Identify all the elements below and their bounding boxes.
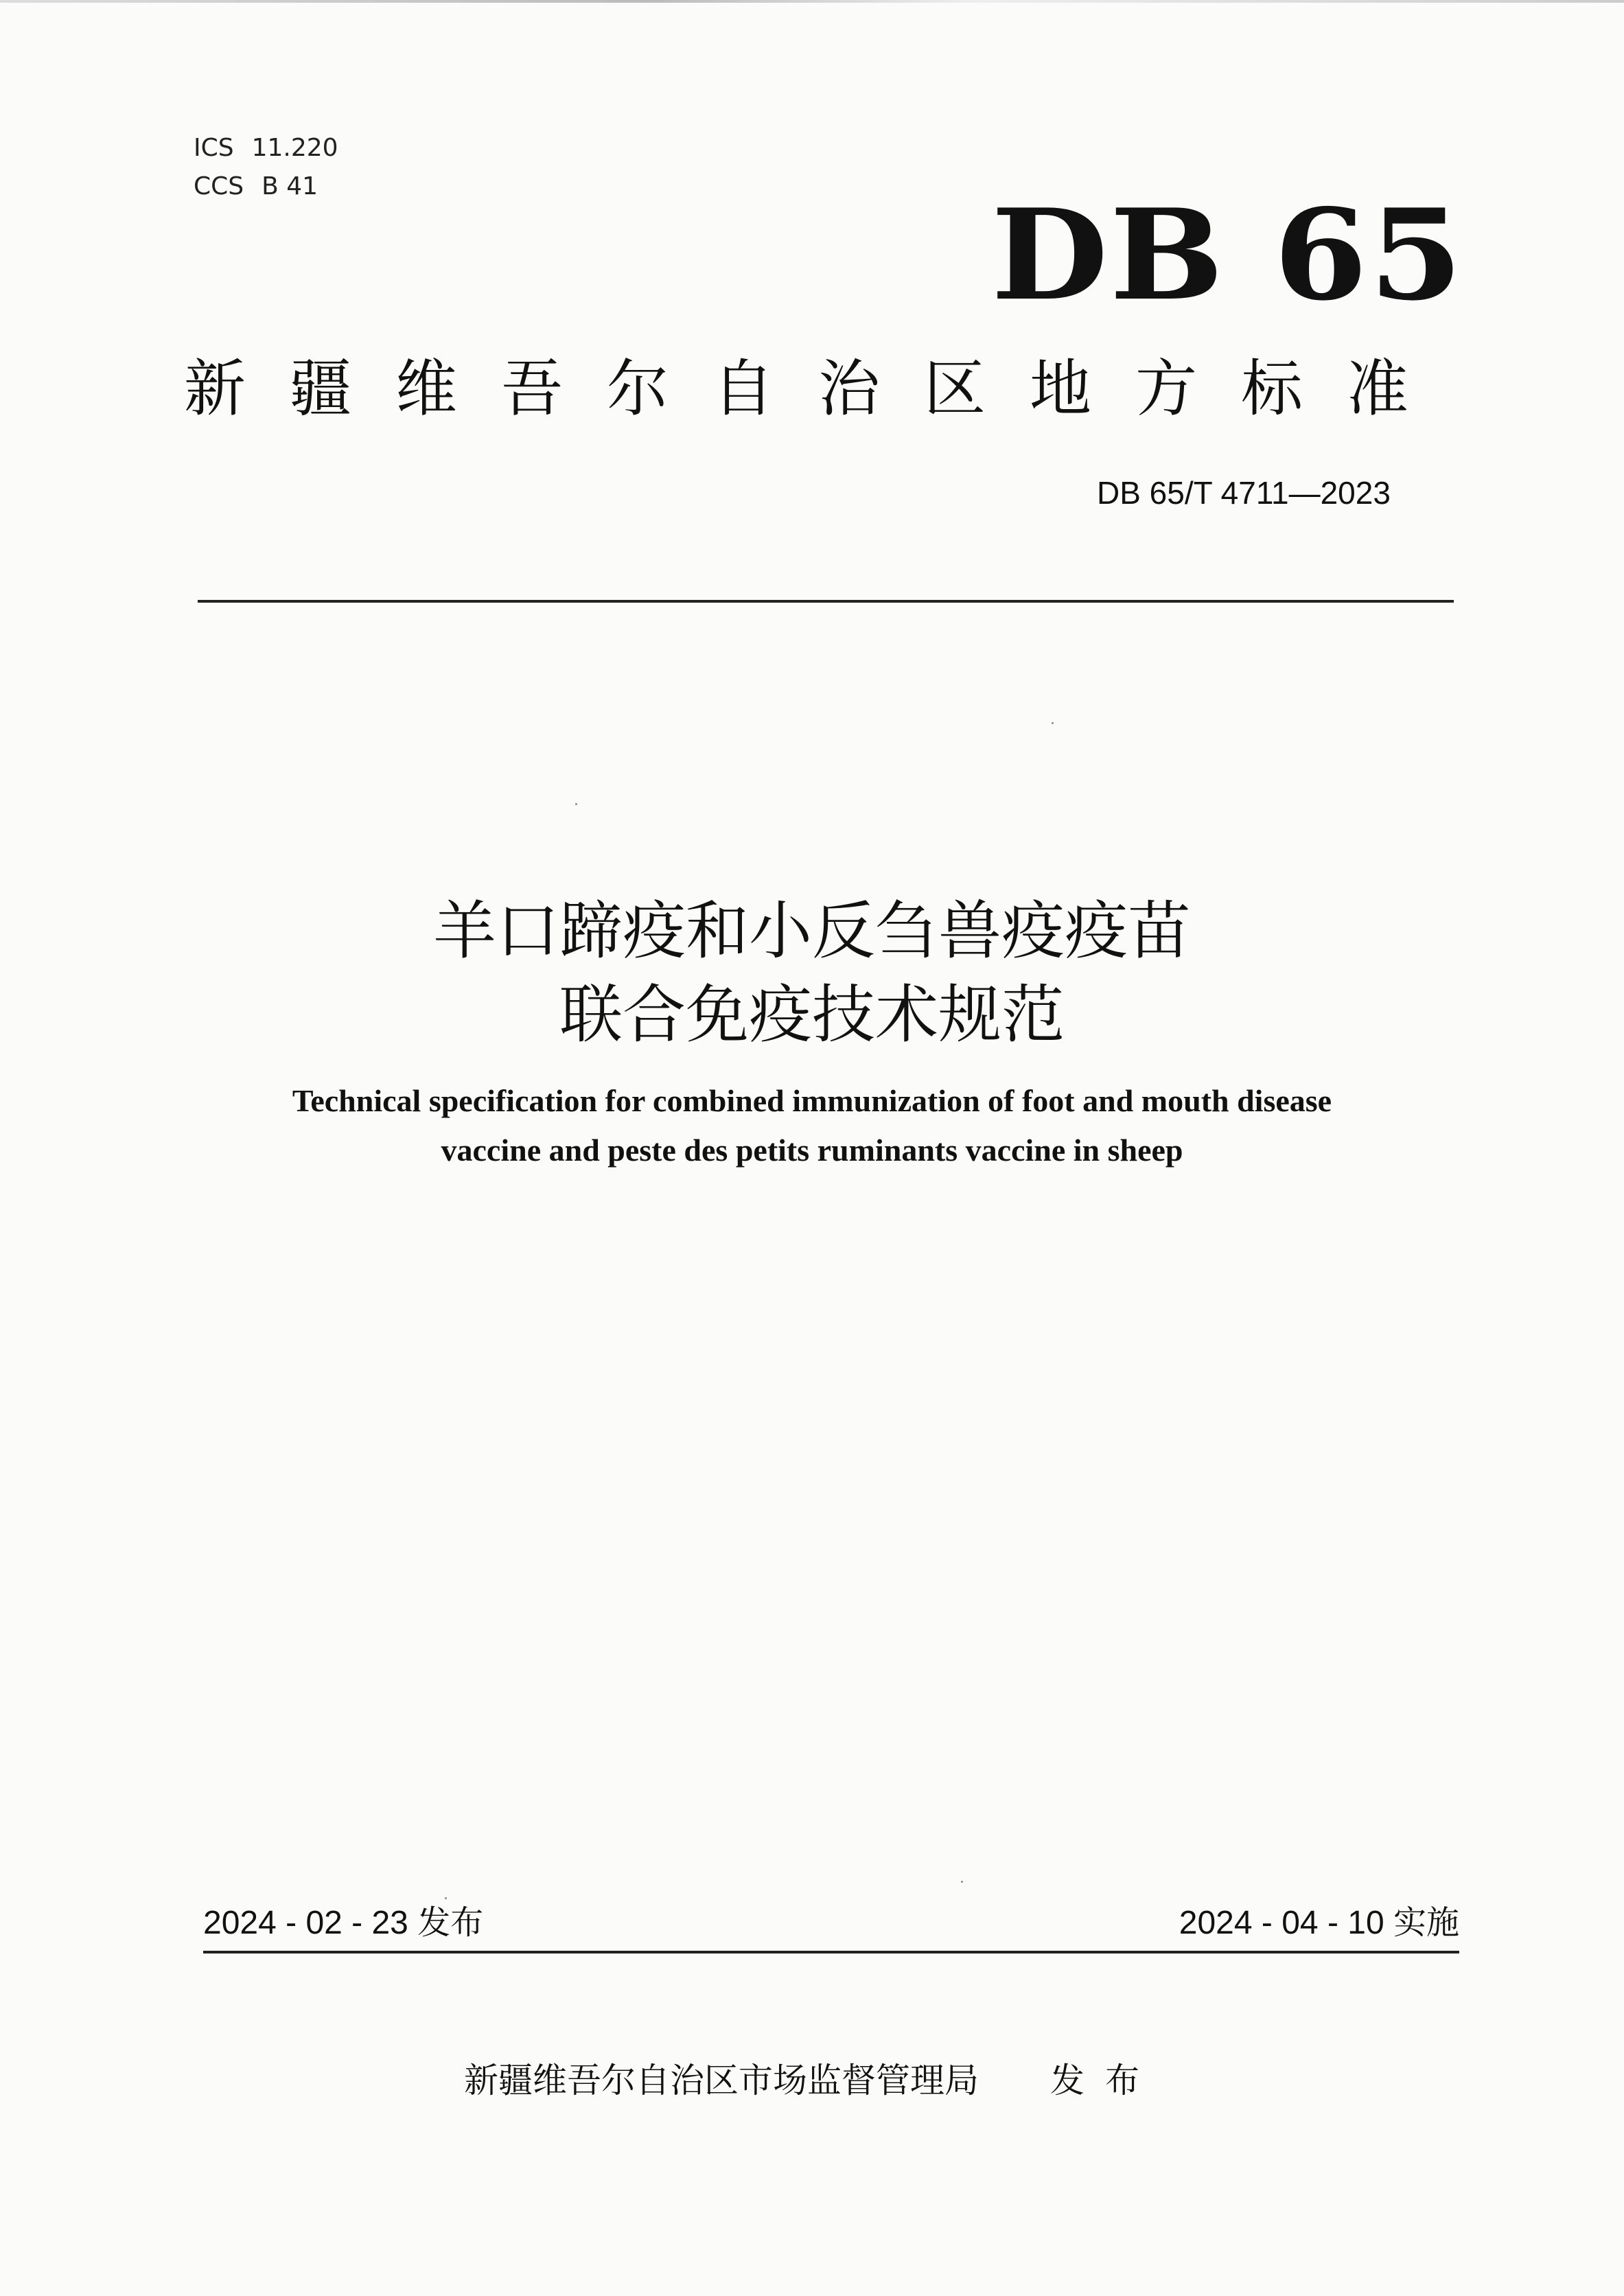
title-english-line-1: Technical specification for combined immunization of foot and mouth disease <box>292 1083 1332 1118</box>
publisher-line <box>0 2056 1624 2104</box>
scan-speck <box>961 1881 963 1883</box>
scan-speck <box>575 803 577 805</box>
ccs-row <box>194 167 338 206</box>
scan-speck <box>1052 722 1054 724</box>
title-english <box>0 1076 1624 1175</box>
publisher-action: 发布 <box>1050 2061 1160 2100</box>
ics-label: ICS <box>194 134 234 162</box>
ics-code: 11.220 <box>251 134 338 162</box>
ics-row <box>194 129 338 167</box>
title-chinese-line-2: 联合免疫技术规范 <box>559 978 1065 1052</box>
issue-date: 2024 - 02 - 23 发布 <box>203 1905 484 1941</box>
ccs-label: CCS <box>194 172 244 200</box>
standard-logo: DB 65 <box>991 181 1465 328</box>
scan-edge <box>0 0 1624 3</box>
title-english-line-2: vaccine and peste des petits ruminants vaccine in sheep <box>441 1133 1183 1168</box>
standard-type-heading: 新疆维吾尔自治区地方标准 <box>184 353 1452 425</box>
standard-number: DB 65/T 4711—2023 <box>1097 475 1391 511</box>
footer-divider <box>203 1951 1459 1953</box>
title-chinese <box>0 890 1624 1057</box>
implementation-date: 2024 - 04 - 10 实施 <box>1179 1905 1459 1941</box>
ccs-code: B 41 <box>262 172 318 200</box>
publisher-name: 新疆维吾尔自治区市场监督管理局 <box>464 2061 979 2100</box>
scan-speck <box>445 1897 447 1899</box>
header-divider <box>198 600 1454 603</box>
title-chinese-line-1: 羊口蹄疫和小反刍兽疫疫苗 <box>432 894 1191 968</box>
classification-codes <box>194 129 338 206</box>
